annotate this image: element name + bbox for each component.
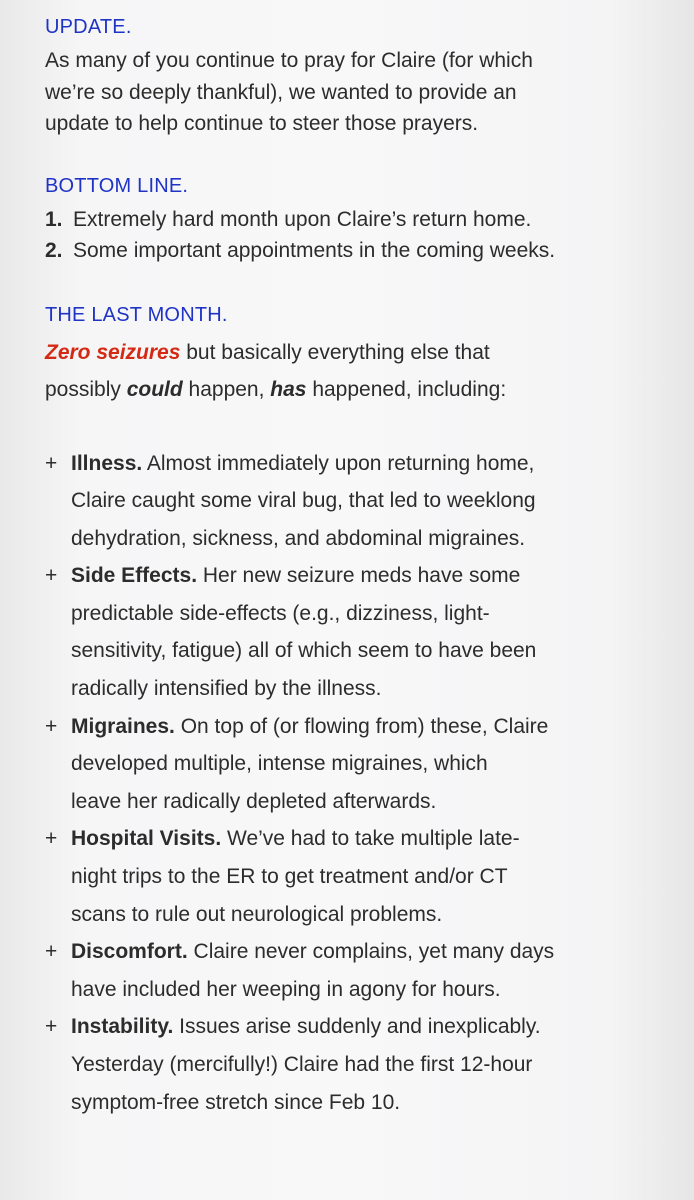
list-item-illness: + Illness. Almost immediately upon returning home, Claire caught some viral bug, that led to weeklong dehydration, sickness, and abdominal migraines. [45,445,674,558]
last-month-heading: THE LAST MONTH. [45,303,228,326]
list-item-migraines: + Migraines. On top of (or flowing from) these, Claire developed multiple, intense migraines, which leave her radically depleted afterwards. [45,708,674,821]
last-month-intro: Zero seizures but basically everything else that possibly could happen, has happened, including: [45,340,507,401]
list-item-discomfort: + Discomfort. Claire never complains, yet many days have included her weeping in agony for hours. [45,933,674,1008]
symptom-list [45,445,674,1122]
list-item-side-effects: + Side Effects. Her new seizure meds have some predictable side-effects (e.g., dizziness, light- sensitivity, fatigue) all of which seem to have been radically intensified by the illness. [45,557,674,707]
bottom-line-list [45,204,674,267]
update-paragraph [45,45,674,140]
list-item-hospital-visits: + Hospital Visits. We’ve had to take multiple late- night trips to the ER to get treatment and/or CT scans to rule out neurological problems. [45,820,674,933]
zero-seizures-highlight: Zero seizures [45,340,181,364]
update-line: update to help continue to steer those prayers. [45,112,479,135]
plus-icon: + [45,714,58,738]
plus-icon: + [45,1015,58,1039]
plus-icon: + [45,451,58,475]
update-line: we’re so deeply thankful), we wanted to provide an [45,80,517,104]
list-item-instability: + Instability. Issues arise suddenly and inexplicably. Yesterday (mercifully!) Claire had the first 12-hour symptom-free stretch since Feb 10. [45,1008,674,1121]
bottom-line-heading: BOTTOM LINE. [45,174,189,197]
plus-icon: + [45,940,58,964]
list-item: 1. Extremely hard month upon Claire’s return home. [45,207,532,231]
list-item: 2. Some important appointments in the coming weeks. [45,239,556,262]
update-line: As many of you continue to pray for Claire (for which [45,49,533,72]
plus-icon: + [45,564,58,588]
plus-icon: + [45,827,58,851]
update-heading: UPDATE. [45,16,132,38]
